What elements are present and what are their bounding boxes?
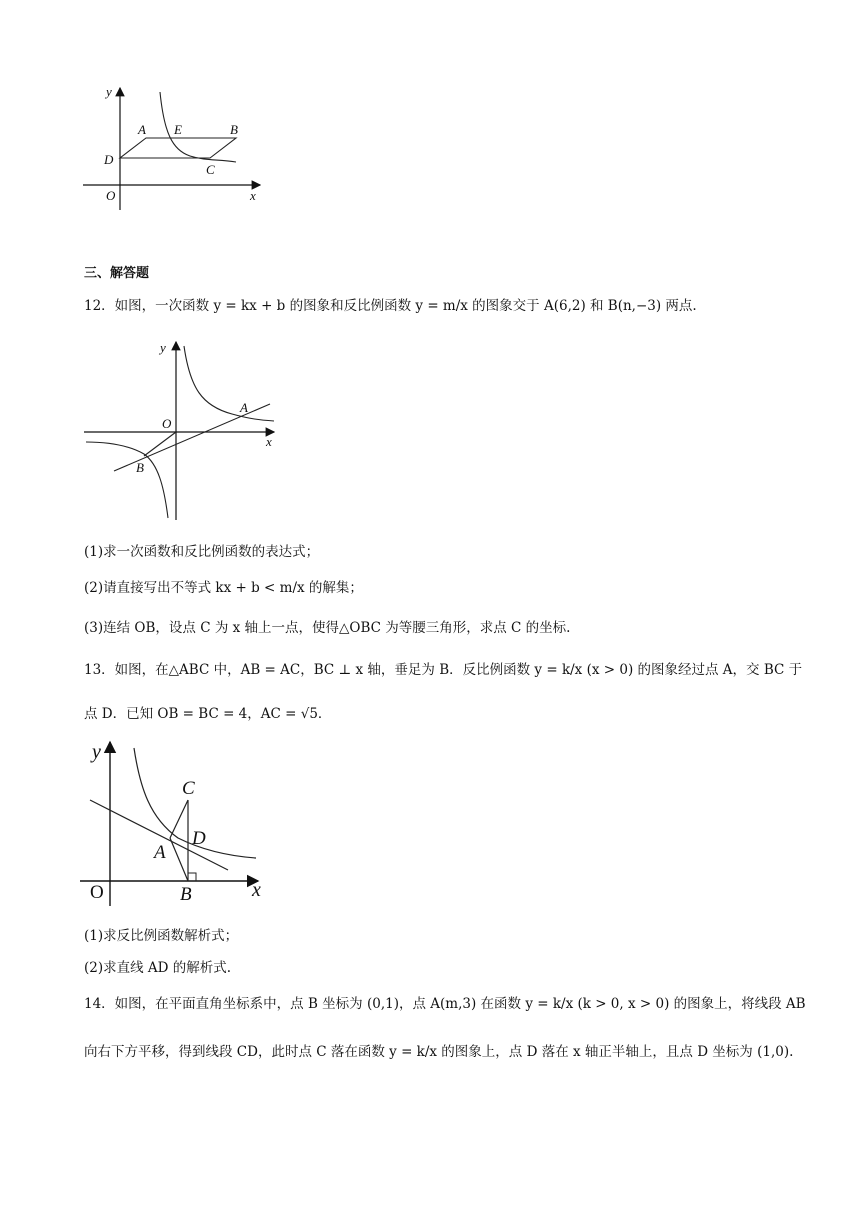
hyperbola-curve bbox=[160, 92, 236, 162]
label-y: y bbox=[92, 741, 101, 763]
label-c: C bbox=[182, 778, 195, 799]
q12-sub3: (3)连结 OB，设点 C 为 x 轴上一点，使得△OBC 为等腰三角形，求点 C 的坐标. bbox=[84, 620, 571, 636]
label-y: y bbox=[106, 84, 112, 99]
q13-sub2: (2)求直线 AD 的解析式. bbox=[84, 960, 232, 976]
figure-q13 bbox=[78, 738, 278, 908]
q13-sub1: (1)求反比例函数解析式； bbox=[84, 928, 239, 944]
label-b: B bbox=[180, 884, 192, 905]
figure-q12 bbox=[82, 338, 282, 523]
right-angle-mark bbox=[188, 873, 196, 881]
label-b: B bbox=[136, 460, 144, 475]
label-o: O bbox=[90, 882, 104, 903]
label-a: A bbox=[154, 842, 166, 863]
label-d: D bbox=[192, 828, 206, 849]
label-x: x bbox=[266, 434, 272, 449]
label-d: D bbox=[104, 152, 114, 167]
label-o: O bbox=[106, 188, 116, 203]
label-c: C bbox=[206, 162, 215, 177]
q12-sub2: (2)请直接写出不等式 kx + b < m/x 的解集； bbox=[84, 580, 363, 596]
section-title: 三、解答题 bbox=[84, 266, 150, 281]
label-e: E bbox=[174, 122, 182, 137]
label-x: x bbox=[250, 188, 256, 203]
label-o: O bbox=[162, 416, 172, 431]
q13-line1: 13．如图，在△ABC 中，AB = AC，BC ⊥ x 轴，垂足为 B．反比例函数 y = k/x (x > 0) 的图象经过点 A，交 BC 于 bbox=[84, 662, 803, 678]
label-b: B bbox=[230, 122, 238, 137]
label-a: A bbox=[138, 122, 146, 137]
segment-ob bbox=[144, 432, 176, 456]
label-x: x bbox=[252, 879, 261, 901]
q12-sub1: (1)求一次函数和反比例函数的表达式； bbox=[84, 544, 320, 560]
segment-ac bbox=[170, 800, 188, 838]
q14-line1: 14．如图，在平面直角坐标系中，点 B 坐标为 (0,1)，点 A(m,3) 在函数 y = k/x (k > 0, x > 0) 的图象上，将线段 AB bbox=[84, 996, 806, 1012]
q14-line2: 向右下方平移，得到线段 CD，此时点 C 落在函数 y = k/x 的图象上，点 D 落在 x 轴正半轴上，且点 D 坐标为 (1,0). bbox=[84, 1044, 794, 1060]
segment-ab bbox=[170, 838, 188, 881]
q12-text: 12．如图，一次函数 y = kx + b 的图象和反比例函数 y = m/x 的图象交于 A(6,2) 和 B(n,−3) 两点. bbox=[84, 298, 697, 314]
q13-line2: 点 D．已知 OB = BC = 4，AC = √5． bbox=[84, 706, 332, 722]
hyperbola-branch-first-quadrant bbox=[184, 346, 274, 421]
label-a: A bbox=[240, 400, 248, 415]
figure-parallelogram bbox=[78, 82, 278, 212]
label-y: y bbox=[160, 340, 166, 355]
